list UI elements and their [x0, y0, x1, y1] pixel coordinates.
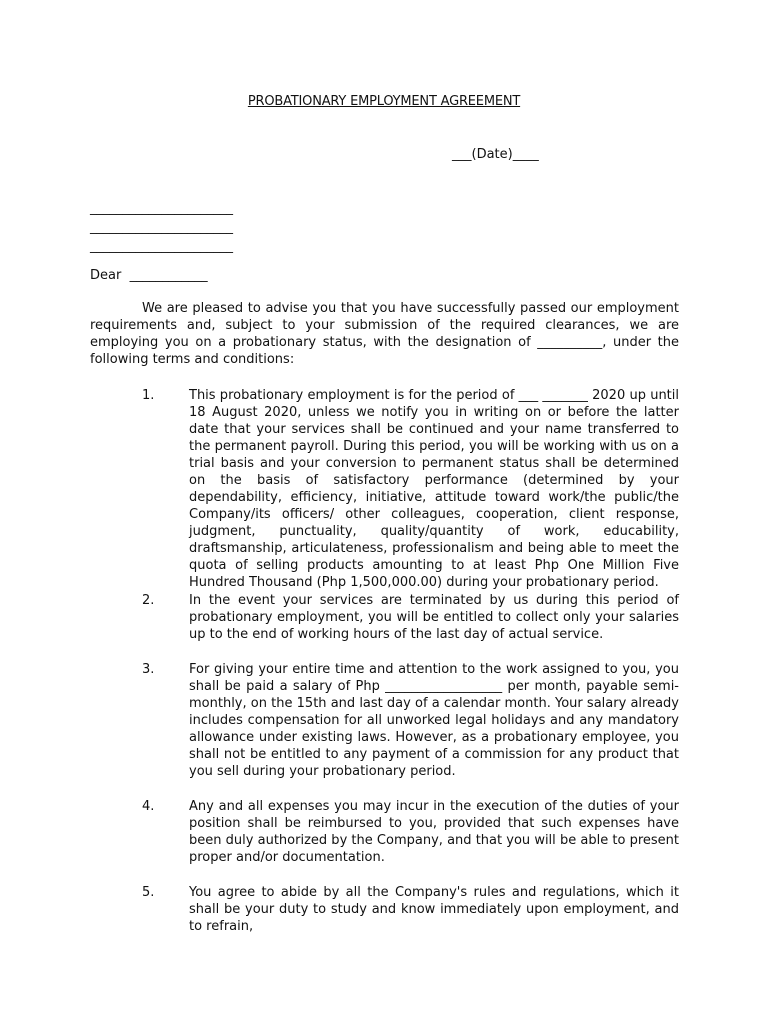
term-item-1 [142, 387, 679, 591]
term-number: 4. [142, 799, 155, 814]
term-text: You agree to abide by all the Company's rules and regulations, which it shall be your duty to study and know immediately upon employment, and to refrain, [189, 885, 679, 934]
address-line-1: ______________________ [90, 201, 233, 216]
term-number: 1. [142, 388, 155, 403]
term-item-2 [142, 592, 679, 643]
term-item-4 [142, 798, 679, 866]
salutation: Dear ____________ [90, 268, 208, 283]
document-title: PROBATIONARY EMPLOYMENT AGREEMENT [247, 94, 521, 109]
term-text: In the event your services are terminated by us during this period of probationary employment, you will be entitled to collect only your salaries up to the end of working hours of the last day of actual service. [189, 593, 679, 642]
address-line-3: ______________________ [90, 239, 233, 254]
term-item-3 [142, 661, 679, 780]
term-text: Any and all expenses you may incur in the execution of the duties of your position shall be reimbursed to you, provided that such expenses have been duly authorized by the Company, and that you will be able to present proper and/or documentation. [189, 799, 679, 865]
date-line: ___(Date)____ [452, 147, 539, 162]
term-text: This probationary employment is for the period of ___ _______ 2020 up until 18 August 2020, unless we notify you in writing on or before the latter date that your services shall be continued and your name transferred to the permanent payroll. During this period, you will be working with us on a trial basis and your conversion to permanent status shall be determined on the basis of satisfactory performance (determined by your dependability, efficiency, initiative, attitude toward work/the public/the Company/its officers/ other colleagues, cooperation, client response, judgment, punctuality, quality/quantity of work, educability, draftsmanship, articulateness, professionalism and being able to meet the quota of selling products amounting to at least Php One Million Five Hundred Thousand (Php 1,500,000.00) during your probationary period. [189, 388, 679, 590]
address-line-2: ______________________ [90, 220, 233, 235]
term-text: For giving your entire time and attention to the work assigned to you, you shall be paid a salary of Php __________________ per month, payable semi-monthly, on the 15th and last day of a calendar month. Your salary already includes compensation for all unworked legal holidays and any mandatory allowance under existing laws. However, as a probationary employee, you shall not be entitled to any payment of a commission for any product that you sell during your probationary period. [189, 662, 679, 779]
term-number: 2. [142, 593, 155, 608]
term-number: 5. [142, 885, 155, 900]
term-item-5 [142, 884, 679, 935]
intro-paragraph: We are pleased to advise you that you have successfully passed our employment requirements and, subject to your submission of the required clearances, we are employing you on a probationary status, with the designation of __________, under the following terms and conditions: [90, 301, 679, 367]
term-number: 3. [142, 662, 155, 677]
